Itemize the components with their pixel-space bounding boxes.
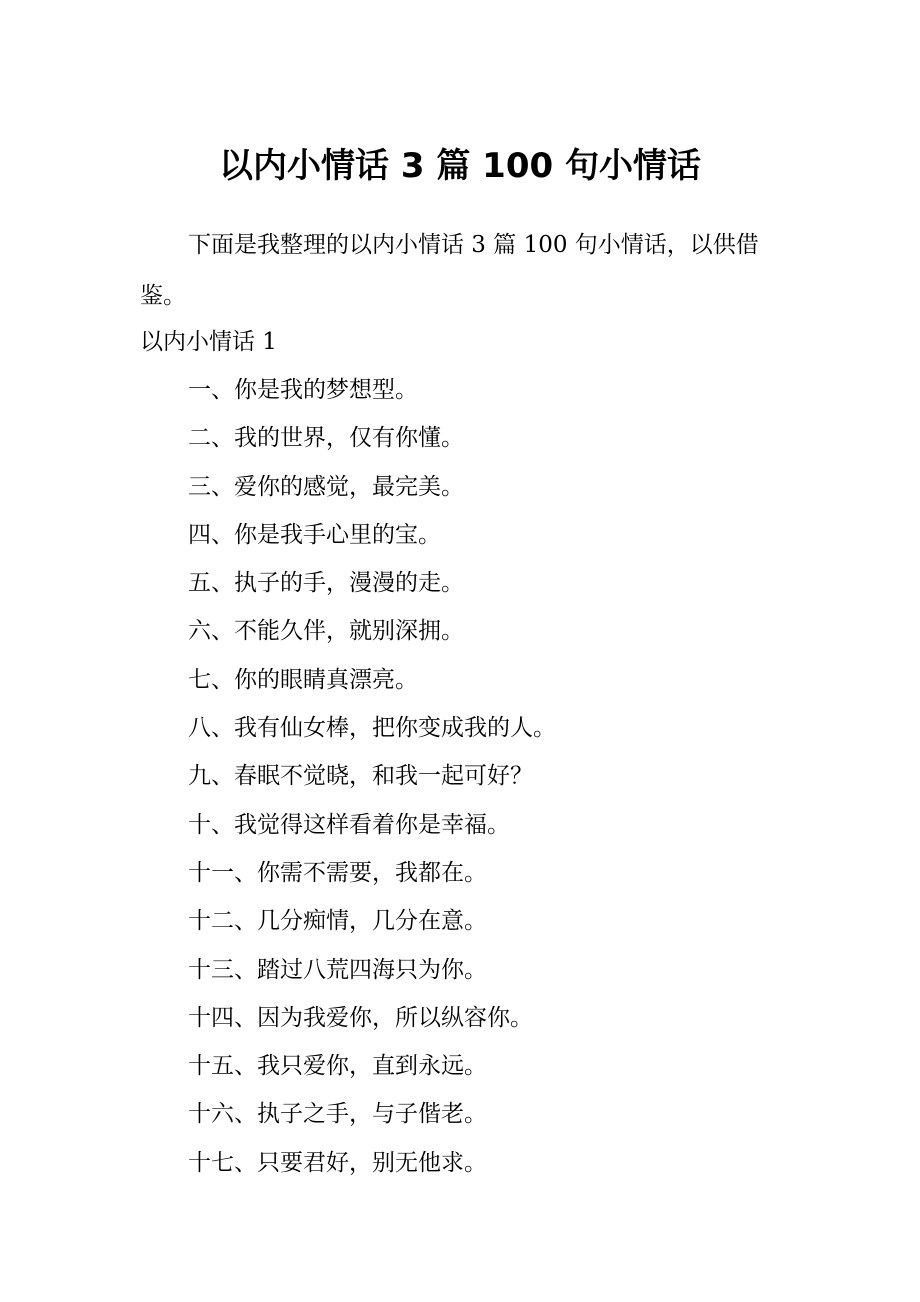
list-item: 九、春眠不觉晓，和我一起可好？ <box>188 763 533 790</box>
list-item: 十四、因为我爱你，所以纵容你。 <box>188 1004 533 1031</box>
list-item: 十五、我只爱你，直到永远。 <box>188 1053 487 1080</box>
list-item: 十六、执子之手，与子偕老。 <box>188 1101 487 1128</box>
intro-paragraph: 下面是我整理的以内小情话 3 篇 100 句小情话，以供借鉴。 <box>140 232 759 309</box>
list-item: 一、你是我的梦想型。 <box>188 377 418 403</box>
love-phrase-list <box>188 366 556 1187</box>
list-item: 五、执子的手，漫漫的走。 <box>188 570 464 597</box>
list-item: 十、我觉得这样看着你是幸福。 <box>188 811 510 838</box>
list-item: 十七、只要君好，别无他求。 <box>188 1149 487 1176</box>
list-item: 八、我有仙女棒，把你变成我的人。 <box>188 715 556 742</box>
list-item: 十一、你需不需要，我都在。 <box>188 859 487 886</box>
list-item: 二、我的世界，仅有你懂。 <box>188 425 464 452</box>
list-item: 七、你的眼睛真漂亮。 <box>188 666 418 693</box>
list-item: 六、不能久伴，就别深拥。 <box>188 618 464 645</box>
list-item: 十三、踏过八荒四海只为你。 <box>188 956 487 983</box>
list-item: 十二、几分痴情，几分在意。 <box>188 908 487 935</box>
document-title: 以内小情话 3 篇 100 句小情话 <box>219 146 701 186</box>
list-item: 四、你是我手心里的宝。 <box>188 521 441 548</box>
list-item: 三、爱你的感觉，最完美。 <box>188 473 464 500</box>
section-heading: 以内小情话 1 <box>140 329 277 355</box>
